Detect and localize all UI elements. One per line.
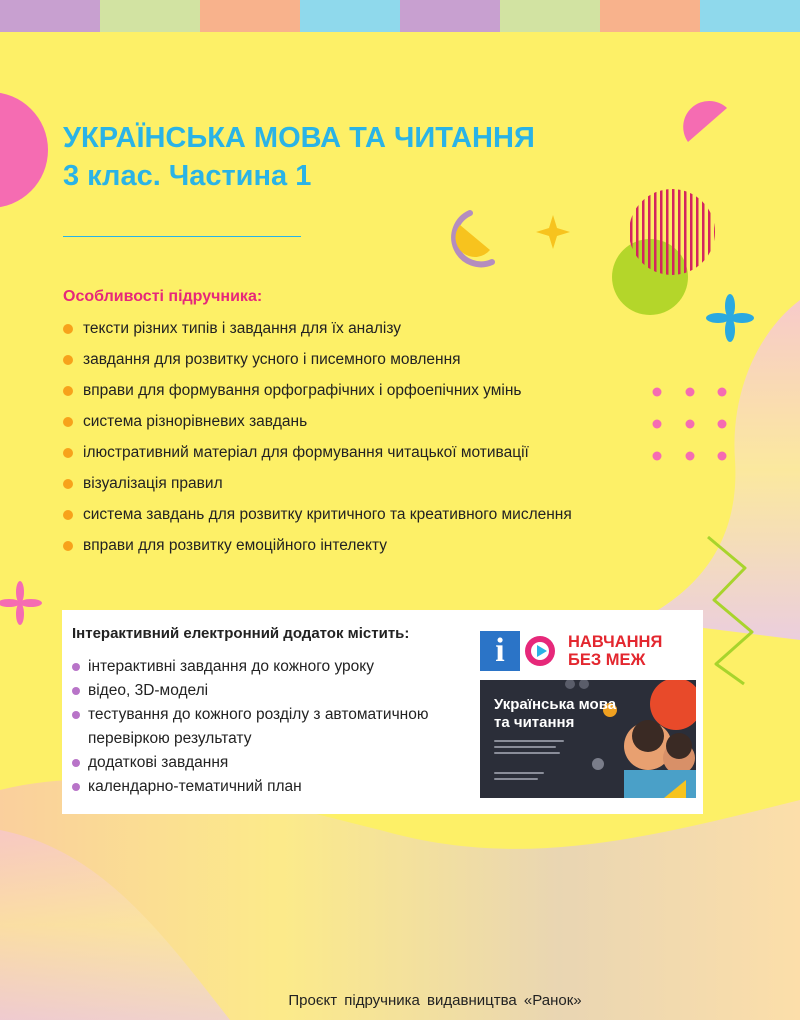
app-item [72,703,472,751]
title-line-1: УКРАЇНСЬКА МОВА ТА ЧИТАННЯ [63,122,535,154]
feature-text: система завдань для розвитку критичного та креативного мислення [83,505,572,523]
feature-item [63,437,572,468]
bullet-dot [72,783,80,791]
thumbnail-text-line [494,752,560,754]
feature-item [63,313,572,344]
brand-line-2: БЕЗ МЕЖ [568,651,646,669]
bullet-dot [63,541,73,551]
feature-text: вправи для формування орфографічних і орфоепічних умінь [83,381,522,399]
feature-item [63,530,572,561]
feature-text: тексти різних типів і завдання для їх аналізу [83,319,402,337]
app-features-list [72,655,472,799]
app-item [72,655,472,679]
app-item-text: додаткові завдання [88,754,229,771]
bullet-dot [63,510,73,520]
feature-text: ілюстративний матеріал для формування читацької мотивації [83,443,529,461]
wave-shape [640,300,800,640]
bullet-dot [72,759,80,767]
feature-item [63,406,572,437]
feature-text: вправи для розвитку емоційного інтелекту [83,536,388,554]
brand-line-1: НАВЧАННЯ [568,633,663,651]
features-list [63,313,572,561]
app-item [72,775,472,799]
thumbnail-text-line [494,746,556,748]
striped-circle [629,189,715,275]
pink-half-circle [683,101,727,142]
thumbnail-text-line [494,778,538,780]
info-icon: i [480,631,520,671]
bullet-dot [63,355,73,365]
bullet-dot [63,479,73,489]
app-item-text: інтерактивні завдання до кожного уроку [88,658,375,675]
bullet-dot [63,448,73,458]
features-heading: Особливості підручника: [63,288,263,305]
app-item [72,751,472,775]
feature-item [63,499,572,530]
feature-text: система різнорівневих завдань [83,412,308,430]
pink-circle [0,92,48,208]
bullet-dot [63,386,73,396]
footer-caption: Проєкт підручника видавництва «Ранок» [288,992,582,1009]
bullet-dot [63,324,73,334]
feature-text: завдання для розвитку усного і писемного мовлення [83,350,461,368]
feature-item [63,344,572,375]
bullet-dot [72,711,80,719]
app-heading: Інтерактивний електронний додаток містить: [72,625,410,642]
app-item-text: тестування до кожного розділу з автоматичною перевіркою результату [88,706,429,747]
app-preview-thumbnail[interactable] [480,680,696,798]
blue-flower [706,294,754,342]
bullet-dot [63,417,73,427]
feature-item [63,468,572,499]
dot-grid [653,388,727,461]
app-item-text: відео, 3D-моделі [88,682,209,699]
pink-flower [0,581,42,625]
play-icon [523,631,557,671]
thumbnail-title: Українська мова та читання [494,696,617,731]
bullet-dot [72,663,80,671]
sparkle [536,215,570,249]
feature-text: візуалізація правил [83,474,223,492]
feature-item [63,375,572,406]
thumbnail-text-line [494,740,564,742]
app-item [72,679,472,703]
bullet-dot [72,687,80,695]
brand-logo [480,631,700,671]
interactive-app-box [62,610,703,814]
title-line-2: 3 клас. Частина 1 [63,160,312,192]
thumbnail-text-line [494,772,544,774]
title-divider [63,236,301,237]
app-item-text: календарно-тематичний план [88,778,302,795]
